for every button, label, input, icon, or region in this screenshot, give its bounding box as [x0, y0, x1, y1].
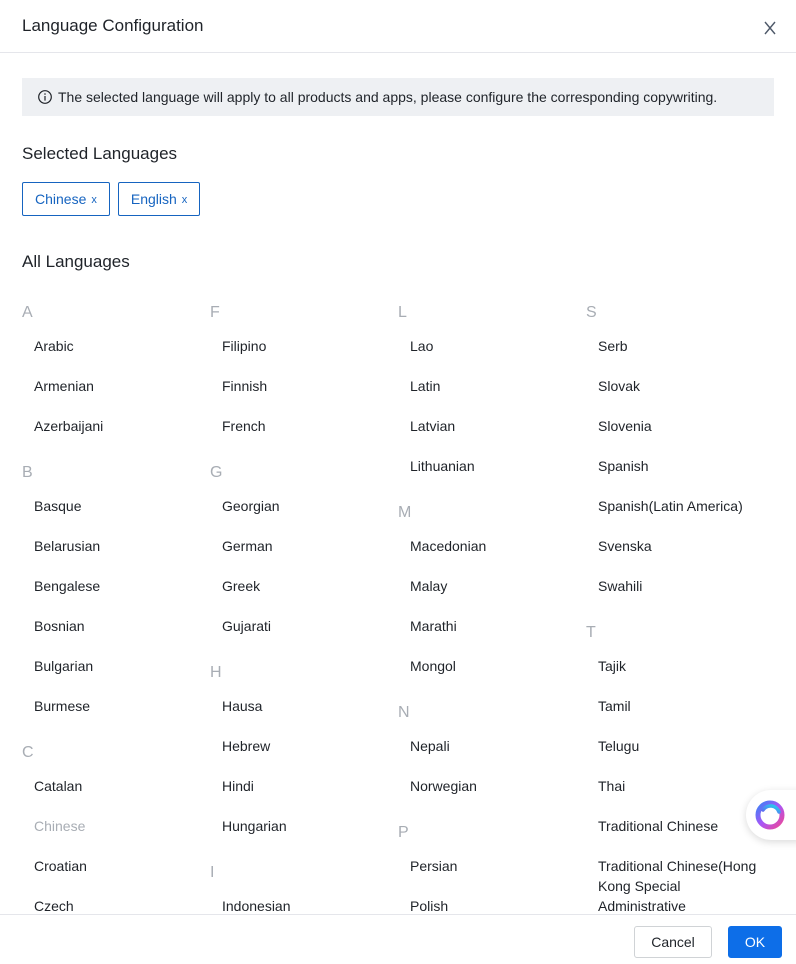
- language-option[interactable]: Persian: [410, 858, 458, 874]
- language-option[interactable]: Belarusian: [34, 538, 101, 554]
- assistant-button[interactable]: [746, 790, 796, 840]
- letter-heading-i: I: [210, 864, 215, 881]
- language-option[interactable]: Basque: [34, 498, 82, 514]
- language-option[interactable]: Thai: [598, 778, 626, 794]
- tag-label: English: [130, 191, 177, 207]
- language-option[interactable]: German: [222, 538, 273, 554]
- language-option[interactable]: Croatian: [34, 858, 87, 874]
- language-option[interactable]: Marathi: [410, 618, 457, 634]
- language-option[interactable]: Nepali: [410, 738, 450, 754]
- language-option[interactable]: Azerbaijani: [34, 418, 104, 434]
- language-option[interactable]: Tajik: [598, 658, 627, 674]
- letter-heading-m: M: [398, 504, 412, 521]
- language-option[interactable]: Malay: [410, 578, 448, 594]
- language-option[interactable]: Burmese: [34, 698, 91, 714]
- letter-heading-p: P: [398, 824, 409, 841]
- language-option[interactable]: Bosnian: [34, 618, 85, 634]
- language-option[interactable]: Serb: [598, 338, 628, 354]
- language-option[interactable]: Greek: [222, 578, 261, 594]
- dialog-header: [0, 0, 796, 53]
- language-option[interactable]: French: [222, 418, 266, 434]
- language-option[interactable]: Tamil: [598, 698, 631, 714]
- letter-heading-h: H: [210, 664, 222, 681]
- tag-remove-icon[interactable]: x: [181, 193, 188, 206]
- language-option[interactable]: Polish: [410, 898, 449, 914]
- dialog-title: Language Configuration: [22, 16, 204, 35]
- assistant-logo-icon: [753, 798, 787, 832]
- tag-label: Chinese: [35, 191, 87, 207]
- selected-language-tag[interactable]: [22, 182, 110, 216]
- language-option[interactable]: Arabic: [34, 338, 74, 354]
- selected-language-tag[interactable]: [118, 182, 200, 216]
- letter-heading-n: N: [398, 704, 410, 721]
- info-notice: [22, 78, 774, 116]
- dialog-footer: [0, 914, 796, 964]
- language-option[interactable]: Swahili: [598, 578, 643, 594]
- language-option[interactable]: Filipino: [222, 338, 267, 354]
- language-option[interactable]: Latvian: [410, 418, 456, 434]
- language-option[interactable]: Slovak: [598, 378, 641, 394]
- language-option[interactable]: Indonesian: [222, 898, 291, 914]
- all-languages-title: All Languages: [22, 252, 130, 271]
- language-option[interactable]: Bulgarian: [34, 658, 94, 674]
- language-option[interactable]: Gujarati: [222, 618, 272, 634]
- info-icon: [37, 89, 53, 105]
- close-icon: [764, 21, 776, 35]
- language-option[interactable]: Traditional Chinese(Hong Kong Special Administrative: [598, 858, 757, 914]
- letter-heading-l: L: [398, 304, 407, 321]
- language-option[interactable]: Traditional Chinese: [598, 818, 719, 834]
- language-option[interactable]: Svenska: [598, 538, 652, 554]
- language-option[interactable]: Armenian: [34, 378, 94, 394]
- letter-heading-b: B: [22, 464, 33, 481]
- cancel-button[interactable]: Cancel: [634, 926, 712, 958]
- language-option[interactable]: Telugu: [598, 738, 640, 754]
- language-option[interactable]: Hebrew: [222, 738, 271, 754]
- language-option[interactable]: Latin: [410, 378, 441, 394]
- letter-heading-g: G: [210, 464, 223, 481]
- language-option[interactable]: Spanish: [598, 458, 649, 474]
- language-option[interactable]: Mongol: [410, 658, 456, 674]
- language-option[interactable]: Lithuanian: [410, 458, 475, 474]
- language-option[interactable]: Finnish: [222, 378, 268, 394]
- language-option[interactable]: Norwegian: [410, 778, 477, 794]
- language-option[interactable]: Czech: [34, 898, 74, 914]
- letter-heading-f: F: [210, 304, 220, 321]
- language-option[interactable]: Hindi: [222, 778, 254, 794]
- letter-heading-s: S: [586, 304, 597, 321]
- language-option[interactable]: Georgian: [222, 498, 280, 514]
- language-option[interactable]: Slovenia: [598, 418, 652, 434]
- ok-button[interactable]: OK: [728, 926, 782, 958]
- language-option[interactable]: Catalan: [34, 778, 83, 794]
- selected-languages-title: Selected Languages: [22, 144, 178, 163]
- letter-heading-t: T: [586, 624, 596, 641]
- language-option[interactable]: Bengalese: [34, 578, 101, 594]
- letter-heading-a: A: [22, 304, 33, 321]
- language-option: Chinese: [34, 818, 86, 834]
- close-button[interactable]: [758, 16, 782, 40]
- language-option[interactable]: Macedonian: [410, 538, 487, 554]
- notice-text: The selected language will apply to all products and apps, please configure the corresponding copywriting.: [58, 89, 718, 105]
- selected-tags: [22, 182, 200, 216]
- language-option[interactable]: Hausa: [222, 698, 263, 714]
- tag-remove-icon[interactable]: x: [91, 193, 97, 206]
- language-option[interactable]: Lao: [410, 338, 434, 354]
- language-option[interactable]: Hungarian: [222, 818, 287, 834]
- language-option[interactable]: Spanish(Latin America): [598, 498, 743, 514]
- letter-heading-c: C: [22, 744, 34, 761]
